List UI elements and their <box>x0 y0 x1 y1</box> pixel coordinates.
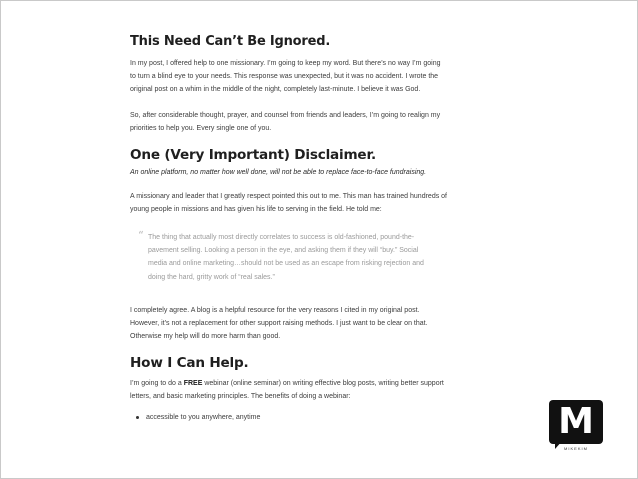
logo-letter: M <box>558 401 594 442</box>
paragraph-missionary-leader: A missionary and leader that I greatly respect pointed this out to me. This man has trained hundreds of young people in missions and has given his life to serving in the field. He told me: <box>130 193 447 213</box>
logo-wordmark: MIKEKIM <box>564 446 588 451</box>
paragraph-completely-agree: I completely agree. A blog is a helpful resource for the very reasons I cited in my original post. However, it’s not a replacement for other support raising methods. I just want to be clear on that. Otherwise my help will do more harm than good. <box>130 306 428 340</box>
mikekim-logo <box>549 400 603 456</box>
benefits-list <box>130 411 510 424</box>
paragraph-webinar: I’m going to do a FREE webinar (online seminar) on writing effective blog posts, writing better support letters, and basic marketing principles. The benefits of doing a webinar: <box>130 379 444 400</box>
article-content <box>130 34 510 424</box>
heading-disclaimer: One (Very Important) Disclaimer. <box>130 147 376 163</box>
paragraph-realign-priorities: So, after considerable thought, prayer, and counsel from friends and leaders, I’m going to realign my priorities to help you. Every single one of you. <box>130 112 441 132</box>
quote-text: The thing that actually most directly correlates to success is old-fashioned, pound-the- pavement selling. Looking a person in the eye, and asking them if they will “buy.” Social media and online marketing…should not be used as an escape from risking rejection and doing the hard, gritty work of “real sales.” <box>148 234 424 281</box>
bullet-icon <box>136 416 139 419</box>
blockquote <box>130 231 500 284</box>
paragraph-offered-help: In my post, I offered help to one missionary. I’m going to keep my word. But there’s no way I’m going to turn a blind eye to your needs. This response was unexpected, but it was no accident. I wrote the original post on a whim in the middle of the night, completely last-minute. I believe it was God. <box>130 60 441 93</box>
disclaimer-lead: An online platform, no matter how well done, will not be able to replace face-to-face fundraising. <box>130 169 427 176</box>
heading-need-cant-be-ignored: This Need Can’t Be Ignored. <box>130 34 331 49</box>
quote-mark-icon: “ <box>138 229 144 242</box>
heading-how-i-can-help: How I Can Help. <box>130 354 249 371</box>
list-item: accessible to you anywhere, anytime <box>130 411 510 424</box>
free-emphasis: FREE <box>183 379 203 387</box>
